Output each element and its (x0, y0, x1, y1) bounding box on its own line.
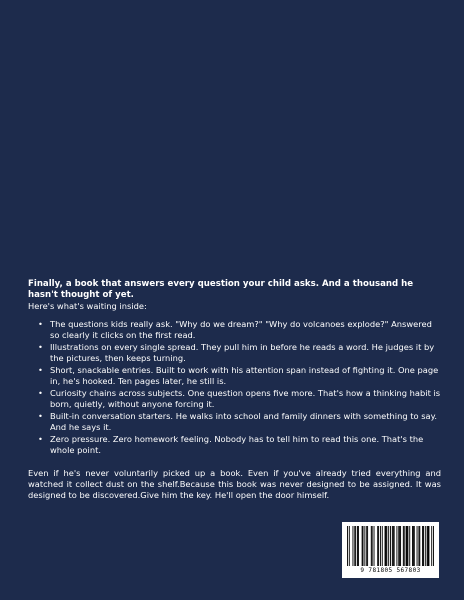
barcode-bar (419, 526, 420, 566)
barcode-number: 9 781805 567803 (360, 567, 421, 574)
barcode-bar (409, 526, 410, 566)
barcode-bar (382, 526, 383, 566)
barcode-bar (394, 526, 395, 566)
feature-item: • Curiosity chains across subjects. One question opens five more. That's how a thinking habit is born, quietly, without anyone forcing it. (38, 388, 441, 410)
barcode-bar (366, 526, 367, 566)
barcode-bar (364, 526, 365, 566)
barcode-bar (386, 526, 387, 566)
barcode-bar (427, 526, 428, 566)
barcode-bar (428, 526, 429, 566)
barcode-bar (390, 526, 391, 566)
intro-line: Here's what's waiting inside: (28, 301, 147, 311)
barcode-bar (413, 526, 414, 566)
barcode-bar (357, 526, 358, 566)
feature-item: • The questions kids really ask. "Why do we dream?" "Why do volcanoes explode?" Answered so clearly it clicks on the first read. (38, 319, 441, 341)
barcode-bar (362, 526, 363, 566)
feature-item: • Zero pressure. Zero homework feeling. Nobody has to tell him to read this one. That's the whole point. (38, 434, 441, 456)
barcode-bar (349, 526, 350, 566)
feature-item: • Illustrations on every single spread. They pull him in before he reads a word. He judges it by the pictures, then keeps turning. (38, 342, 441, 364)
back-cover-text (28, 279, 441, 501)
barcode-bar (372, 526, 373, 566)
feature-item: • Short, snackable entries. Built to work with his attention span instead of fighting it. One page in, he's hooked. Ten pages later, he still is. (38, 365, 441, 387)
barcode-bar (385, 526, 386, 566)
barcode-bar (431, 526, 432, 566)
barcode-bar (414, 526, 415, 566)
feature-item: • Built-in conversation starters. He walks into school and family dinners with something to say. And he says it. (38, 411, 441, 433)
barcode-bar (422, 526, 423, 566)
barcode-bar (407, 526, 408, 566)
barcode-bar (396, 526, 397, 566)
barcode-bar (404, 526, 405, 566)
barcode-bar (392, 526, 393, 566)
barcode-bar (393, 526, 394, 566)
barcode-bar (355, 526, 356, 566)
barcode-bar (358, 526, 359, 566)
barcode-bar (380, 526, 381, 566)
barcode-bar (412, 526, 413, 566)
barcode-bar (371, 526, 372, 566)
barcode-bar (374, 526, 375, 566)
barcode-bar (367, 526, 368, 566)
barcode-bar (406, 526, 407, 566)
barcode-bar (423, 526, 424, 566)
barcode-bar (429, 526, 430, 566)
barcode-bars (347, 526, 434, 566)
barcode-bar (425, 526, 426, 566)
barcode-bar (354, 526, 355, 566)
barcode-bar (418, 526, 419, 566)
barcode-bar (399, 526, 400, 566)
barcode-bar (403, 526, 404, 566)
barcode-bar (378, 526, 379, 566)
barcode-bar (407, 526, 408, 566)
closing-paragraph: Even if he's never voluntarily picked up a book. Even if you've already tried everything and watched it collect dust on the shelf.Because this book was never designed to be assigned. It was designed to be discovered.Give him the key. He'll open the door himself. (28, 468, 441, 500)
barcode-bar (377, 526, 378, 566)
feature-list (28, 319, 441, 456)
barcode-bar (385, 526, 386, 566)
barcode-bar (388, 526, 389, 566)
barcode-bar (433, 526, 434, 566)
headline: Finally, a book that answers every question your child asks. And a thousand he hasn't thought of yet. (28, 279, 414, 300)
barcode-bar (417, 526, 418, 566)
barcode-bar (347, 526, 348, 566)
barcode-bar (352, 526, 353, 566)
barcode-bar (398, 526, 399, 566)
barcode-bar (363, 526, 364, 566)
isbn-barcode (342, 522, 439, 578)
barcode-bar (400, 526, 401, 566)
